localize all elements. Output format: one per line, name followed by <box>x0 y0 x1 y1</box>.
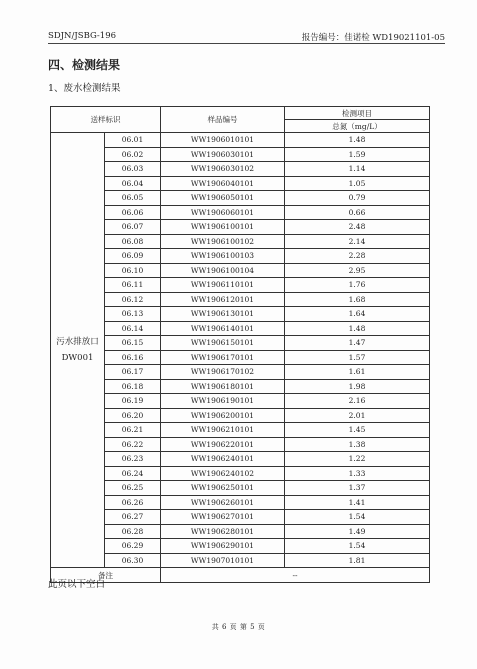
header-sample-id: 样品编号 <box>161 107 285 133</box>
table-row <box>51 307 430 322</box>
table-row <box>51 263 430 278</box>
header-param: 总氮（mg/L） <box>285 120 430 133</box>
date-cell: 06.19 <box>105 394 161 409</box>
table-row <box>51 162 430 177</box>
blank-below-note: 此页以下空白 <box>48 579 106 590</box>
date-cell: 06.06 <box>105 205 161 220</box>
table-row <box>51 510 430 525</box>
sample-id-cell: WW1906010101 <box>161 133 285 148</box>
sample-id-cell: WW1906240101 <box>161 452 285 467</box>
table-row <box>51 481 430 496</box>
remark-label: 备注 <box>51 568 161 583</box>
table-row <box>51 408 430 423</box>
sample-id-cell: WW1906220101 <box>161 437 285 452</box>
sample-id-cell: WW1906100102 <box>161 234 285 249</box>
sample-id-cell: WW1906110101 <box>161 278 285 293</box>
sample-id-cell: WW1906030101 <box>161 147 285 162</box>
date-cell: 06.11 <box>105 278 161 293</box>
value-cell: 1.57 <box>285 350 430 365</box>
date-cell: 06.18 <box>105 379 161 394</box>
value-cell: 2.01 <box>285 408 430 423</box>
table-row <box>51 553 430 568</box>
date-cell: 06.20 <box>105 408 161 423</box>
sample-id-cell: WW1907010101 <box>161 553 285 568</box>
value-cell: 1.49 <box>285 524 430 539</box>
table-row <box>51 292 430 307</box>
value-cell: 1.98 <box>285 379 430 394</box>
table-row <box>51 321 430 336</box>
date-cell: 06.03 <box>105 162 161 177</box>
date-cell: 06.07 <box>105 220 161 235</box>
table-row <box>51 437 430 452</box>
value-cell: 1.54 <box>285 539 430 554</box>
table-row <box>51 220 430 235</box>
sample-id-cell: WW1906100104 <box>161 263 285 278</box>
date-cell: 06.02 <box>105 147 161 162</box>
value-cell: 1.33 <box>285 466 430 481</box>
page-header <box>48 30 445 44</box>
table-row <box>51 176 430 191</box>
header-sample-point: 送样标识 <box>51 107 161 133</box>
date-cell: 06.01 <box>105 133 161 148</box>
date-cell: 06.16 <box>105 350 161 365</box>
table-row <box>51 234 430 249</box>
value-cell: 1.48 <box>285 133 430 148</box>
table-row <box>51 379 430 394</box>
sample-point-cell <box>51 133 105 568</box>
value-cell: 1.48 <box>285 321 430 336</box>
value-cell: 2.14 <box>285 234 430 249</box>
date-cell: 06.25 <box>105 481 161 496</box>
remark-value: -- <box>161 568 430 583</box>
value-cell: 1.37 <box>285 481 430 496</box>
sample-id-cell: WW1906030102 <box>161 162 285 177</box>
table-row <box>51 133 430 148</box>
date-cell: 06.09 <box>105 249 161 264</box>
date-cell: 06.24 <box>105 466 161 481</box>
date-cell: 06.17 <box>105 365 161 380</box>
sample-id-cell: WW1906050101 <box>161 191 285 206</box>
value-cell: 2.95 <box>285 263 430 278</box>
date-cell: 06.30 <box>105 553 161 568</box>
sample-id-cell: WW1906190101 <box>161 394 285 409</box>
sample-point-name: 污水排放口 <box>56 337 99 347</box>
value-cell: 2.16 <box>285 394 430 409</box>
table-row <box>51 350 430 365</box>
results-table <box>50 106 430 583</box>
remark-row <box>51 568 430 583</box>
table-row <box>51 539 430 554</box>
date-cell: 06.04 <box>105 176 161 191</box>
sample-id-cell: WW1906250101 <box>161 481 285 496</box>
table-row <box>51 191 430 206</box>
value-cell: 1.61 <box>285 365 430 380</box>
sample-id-cell: WW1906180101 <box>161 379 285 394</box>
table-row <box>51 365 430 380</box>
date-cell: 06.08 <box>105 234 161 249</box>
value-cell: 1.41 <box>285 495 430 510</box>
value-cell: 2.48 <box>285 220 430 235</box>
doc-code: SDJN/JSBG-196 <box>48 31 117 41</box>
sample-id-cell: WW1906200101 <box>161 408 285 423</box>
sample-id-cell: WW1906280101 <box>161 524 285 539</box>
header-test-item: 检测项目 <box>285 107 430 120</box>
sub-title: 1、废水检测结果 <box>48 83 121 94</box>
date-cell: 06.21 <box>105 423 161 438</box>
table-row <box>51 423 430 438</box>
value-cell: 2.28 <box>285 249 430 264</box>
sample-point-code: DW001 <box>61 353 94 363</box>
section-title: 四、检测结果 <box>48 58 121 72</box>
value-cell: 1.68 <box>285 292 430 307</box>
date-cell: 06.26 <box>105 495 161 510</box>
date-cell: 06.12 <box>105 292 161 307</box>
sample-id-cell: WW1906060101 <box>161 205 285 220</box>
report-number: 报告编号：佳诺检 WD19021101-05 <box>301 33 445 43</box>
sample-id-cell: WW1906140101 <box>161 321 285 336</box>
value-cell: 1.64 <box>285 307 430 322</box>
sample-id-cell: WW1906240102 <box>161 466 285 481</box>
date-cell: 06.28 <box>105 524 161 539</box>
date-cell: 06.14 <box>105 321 161 336</box>
table-row <box>51 249 430 264</box>
date-cell: 06.10 <box>105 263 161 278</box>
value-cell: 1.22 <box>285 452 430 467</box>
sample-id-cell: WW1906210101 <box>161 423 285 438</box>
value-cell: 1.38 <box>285 437 430 452</box>
table-row <box>51 466 430 481</box>
date-cell: 06.15 <box>105 336 161 351</box>
date-cell: 06.23 <box>105 452 161 467</box>
sample-id-cell: WW1906260101 <box>161 495 285 510</box>
value-cell: 1.47 <box>285 336 430 351</box>
date-cell: 06.22 <box>105 437 161 452</box>
sample-id-cell: WW1906290101 <box>161 539 285 554</box>
value-cell: 0.79 <box>285 191 430 206</box>
date-cell: 06.05 <box>105 191 161 206</box>
table-row <box>51 452 430 467</box>
sample-id-cell: WW1906270101 <box>161 510 285 525</box>
sample-id-cell: WW1906040101 <box>161 176 285 191</box>
value-cell: 1.05 <box>285 176 430 191</box>
sample-id-cell: WW1906170101 <box>161 350 285 365</box>
value-cell: 1.76 <box>285 278 430 293</box>
sample-id-cell: WW1906100103 <box>161 249 285 264</box>
date-cell: 06.27 <box>105 510 161 525</box>
sample-id-cell: WW1906170102 <box>161 365 285 380</box>
table-row <box>51 147 430 162</box>
value-cell: 1.59 <box>285 147 430 162</box>
date-cell: 06.29 <box>105 539 161 554</box>
table-row <box>51 336 430 351</box>
page-footer: 共 6 页 第 5 页 <box>211 623 266 631</box>
table-row <box>51 524 430 539</box>
table-row <box>51 394 430 409</box>
table-row <box>51 495 430 510</box>
value-cell: 1.54 <box>285 510 430 525</box>
table-header-row <box>51 107 430 120</box>
table-row <box>51 278 430 293</box>
date-cell: 06.13 <box>105 307 161 322</box>
value-cell: 0.66 <box>285 205 430 220</box>
value-cell: 1.14 <box>285 162 430 177</box>
sample-id-cell: WW1906130101 <box>161 307 285 322</box>
sample-id-cell: WW1906120101 <box>161 292 285 307</box>
value-cell: 1.81 <box>285 553 430 568</box>
sample-id-cell: WW1906100101 <box>161 220 285 235</box>
table-row <box>51 205 430 220</box>
sample-id-cell: WW1906150101 <box>161 336 285 351</box>
value-cell: 1.45 <box>285 423 430 438</box>
